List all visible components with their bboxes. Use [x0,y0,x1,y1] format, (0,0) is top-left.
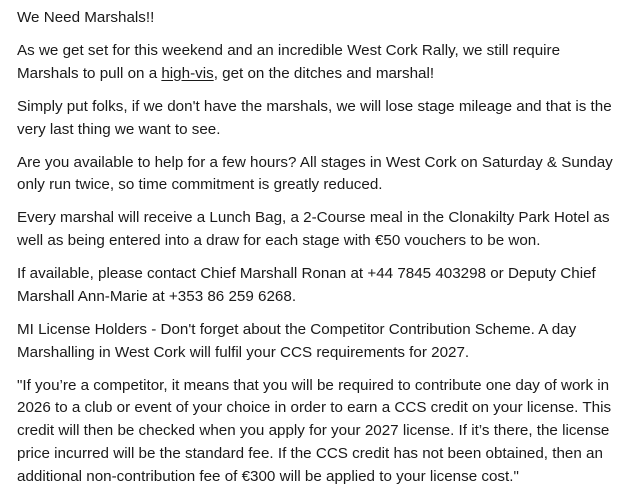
paragraph-marshal-rewards: Every marshal will receive a Lunch Bag, a 2-Course meal in the Clonakilty Park Hotel as well as being entered into a draw for each stage with €50 vouchers to be won. [17,209,610,250]
paragraph-text-before-link: As we get set for this weekend and an incredible West Cork Rally, we still require Marshals to pull on a [17,41,561,82]
paragraph-text-after-link: , get on the ditches and marshal! [213,64,435,82]
paragraph-ccs-scheme: MI License Holders - Don't forget about the Competitor Contribution Scheme. A day Marshalling in West Cork will fulfil your CCS requirements for 2027. [17,320,577,361]
paragraph-contact-info: If available, please contact Chief Marshall Ronan at +44 7845 403298 or Deputy Chief Marshall Ann-Marie at +353 86 259 6268. [17,265,596,305]
high-vis-link[interactable]: high-vis [161,64,214,82]
paragraph-stage-mileage: Simply put folks, if we don't have the marshals, we will lose stage mileage and that is the very last thing we want to see. [17,97,612,138]
paragraph-ccs-quote: "If you’re a competitor, it means that you will be required to contribute one day of work in 2026 to a club or event of your choice in order to earn a CCS credit on your license. This credit will then be checked when you apply for your 2027 license. If it’s there, the license price incurred will be the standard fee. If the CCS credit has not been obtained, then an additional non-contribution fee of €300 will be applied to your license cost." [17,376,612,485]
paragraph-availability: Are you available to help for a few hours? All stages in West Cork on Saturday & Sunday only run twice, so time commitment is greatly reduced. [17,153,613,194]
paragraph-marshals-needed [17,40,620,86]
article-heading: We Need Marshals!! [17,9,155,26]
